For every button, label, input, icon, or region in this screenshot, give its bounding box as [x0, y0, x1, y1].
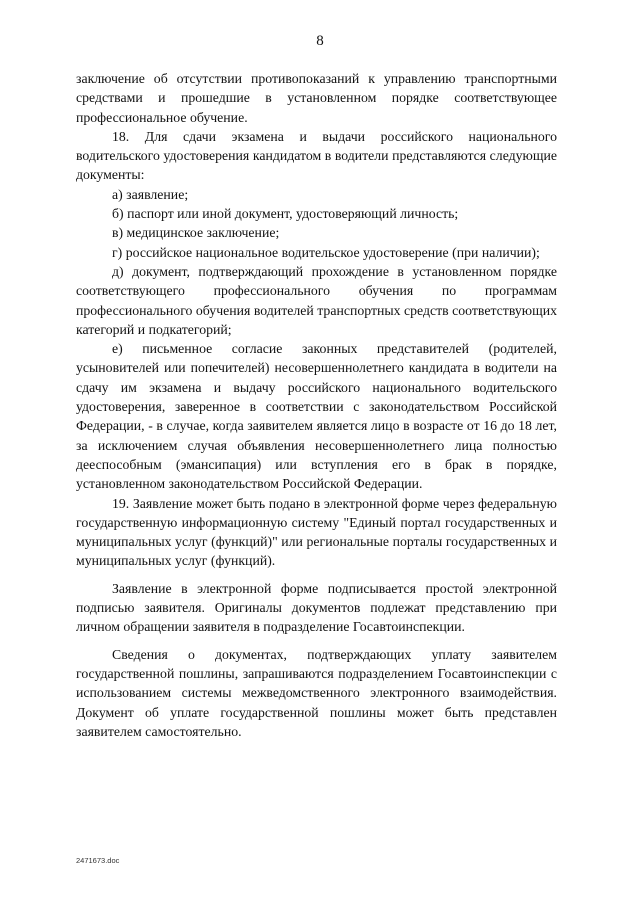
list-item-d: д) документ, подтверждающий прохождение в установленном порядке соответствующего профессионального обучения по программам профессионального обучения водителей транспортных средств соответствующих категорий и подкатегорий; — [76, 263, 557, 337]
footer-doc-id: 2471673.doc — [76, 856, 120, 865]
list-item-a: а) заявление; — [112, 186, 189, 202]
paragraph-item-18: 18. Для сдачи экзамена и выдачи российского национального водительского удостоверения кандидатом в водители представляются следующие документы: — [76, 128, 557, 183]
list-item-b: б) паспорт или иной документ, удостоверяющий личность; — [112, 206, 459, 222]
paragraph-electronic-signature: Заявление в электронной форме подписывается простой электронной подписью заявителя. Оригиналы документов подлежат представлению при личном обращении заявителя в подразделение Госавтоинспекции. — [76, 580, 557, 635]
page-number: 8 — [316, 33, 324, 49]
list-item-v: в) медицинское заключение; — [112, 225, 280, 241]
list-item-e: е) письменное согласие законных представителей (родителей, усыновителей или попечителей) несовершеннолетнего кандидата в водители на сдачу им экзамена и выдачу российского национального водительского удостоверения, заверенное в соответствии с законодательством Российской Федерации, - в случае, когда заявителем является лицо в возрасте от 16 до 18 лет, за исключением случая объявления несовершеннолетнего лица полностью дееспособным (эмансипация) или вступления его в брак в порядке, установленном законодательством Российской Федерации. — [76, 341, 557, 492]
list-item-g: г) российское национальное водительское удостоверение (при наличии); — [112, 244, 540, 260]
document-body — [76, 69, 557, 741]
paragraph-item-19: 19. Заявление может быть подано в электронной форме через федеральную государственную информационную систему "Единый портал государственных и муниципальных услуг (функций)" или региональные порталы государственных и муниципальных услуг (функций). — [76, 495, 557, 569]
paragraph-state-fee: Сведения о документах, подтверждающих уплату заявителем государственной пошлины, запрашиваются подразделением Госавтоинспекции с использованием системы межведомственного электронного взаимодействия. Документ об уплате государственной пошлины может быть представлен заявителем самостоятельно. — [76, 646, 557, 739]
paragraph-continuation: заключение об отсутствии противопоказаний к управлению транспортными средствами и прошедшие в установленном порядке соответствующее профессиональное обучение. — [76, 71, 557, 125]
